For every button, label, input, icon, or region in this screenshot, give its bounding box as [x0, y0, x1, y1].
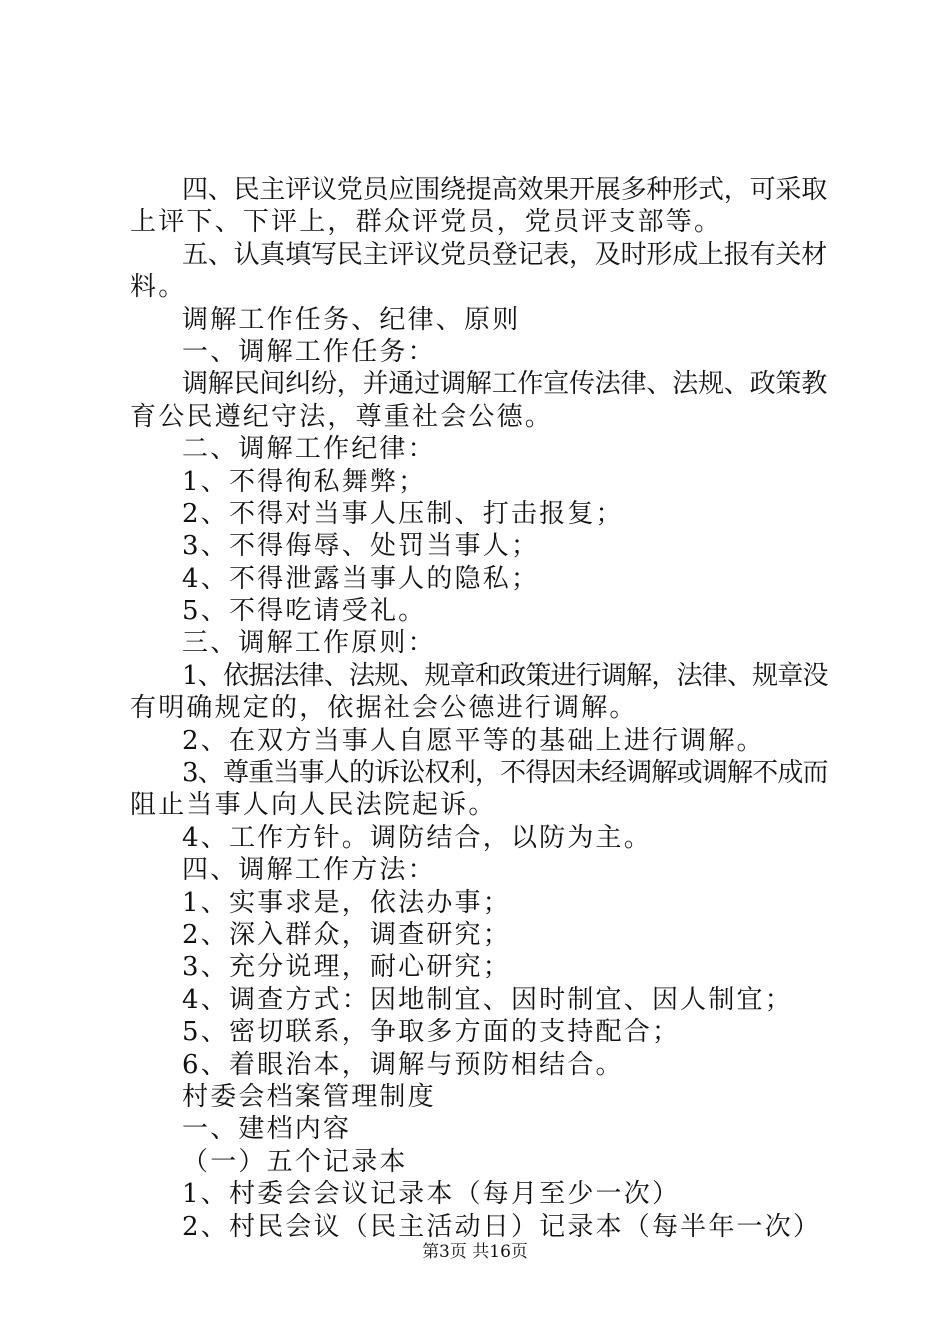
text-line: 一、调解工作任务：	[182, 336, 436, 367]
text-line: 4、调查方式：因地制宜、因时制宜、因人制宜；	[182, 984, 793, 1015]
text-line: 阻止当事人向人民法院起诉。	[130, 790, 497, 821]
text-line: 4、工作方针。调防结合，以防为主。	[182, 822, 652, 853]
text-line: 1、村委会会议记录本（每月至少一次）	[182, 1179, 681, 1210]
text-line: 1、实事求是，依法办事；	[182, 887, 511, 918]
text-line: 一、建档内容	[182, 1114, 352, 1145]
text-line: 3、不得侮辱、处罚当事人；	[182, 531, 540, 562]
document-body	[130, 174, 830, 1243]
text-line: 2、村民会议（民主活动日）记录本（每半年一次）	[182, 1211, 822, 1242]
text-line: 四、调解工作方法：	[182, 855, 436, 886]
text-line: 上评下、下评上，群众评党员，党员评支部等。	[130, 207, 723, 238]
page-footer: 第3页 共16页	[422, 1242, 528, 1262]
text-line: 2、在双方当事人自愿平等的基础上进行调解。	[182, 725, 765, 756]
text-line: （一）五个记录本	[182, 1146, 408, 1177]
text-line: 料。	[130, 272, 187, 303]
text-line: 三、调解工作原则：	[182, 628, 436, 659]
text-line: 5、密切联系，争取多方面的支持配合；	[182, 1017, 681, 1048]
text-line: 育公民遵纪守法，尊重社会公德。	[130, 401, 554, 432]
text-line: 1、不得徇私舞弊；	[182, 466, 427, 497]
text-line: 四、民主评议党员应围绕提高效果开展多种形式，可采取	[182, 175, 828, 205]
text-line: 2、不得对当事人压制、打击报复；	[182, 498, 624, 529]
text-line: 3、尊重当事人的诉讼权利，不得因未经调解或调解不成而	[182, 758, 828, 789]
text-line: 5、不得吃请受礼。	[182, 596, 427, 627]
text-line: 3、充分说理，耐心研究；	[182, 952, 511, 983]
text-line: 4、不得泄露当事人的隐私；	[182, 563, 540, 594]
text-line: 2、深入群众，调查研究；	[182, 919, 511, 950]
text-line: 村委会档案管理制度	[182, 1081, 436, 1112]
text-line: 调解民间纠纷，并通过调解工作宣传法律、法规、政策教	[182, 369, 828, 400]
text-line: 有明确规定的，依据社会公德进行调解。	[130, 693, 638, 724]
text-line: 1、依据法律、法规、规章和政策进行调解，法律、规章没	[182, 660, 828, 691]
text-line: 五、认真填写民主评议党员登记表，及时形成上报有关材	[182, 239, 828, 270]
text-line: 二、调解工作纪律：	[182, 434, 436, 465]
text-line: 6、着眼治本，调解与预防相结合。	[182, 1049, 624, 1080]
text-line: 调解工作任务、纪律、原则	[182, 304, 521, 335]
